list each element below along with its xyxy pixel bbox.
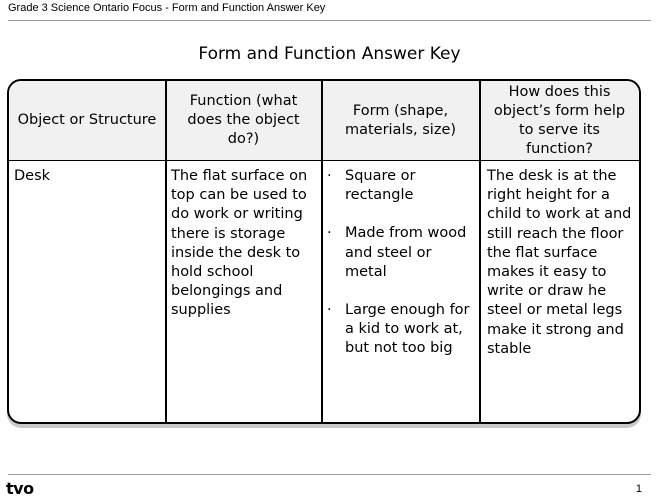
form-bullet-item: · Square or rectangle	[327, 168, 416, 204]
bullet-icon: ·	[327, 302, 332, 319]
column-header-form: Form (shape, materials, size)	[344, 102, 457, 138]
column-header-explanation: How does this object’s form help to serve its function?	[493, 83, 626, 157]
page-number: 1	[635, 483, 642, 495]
answer-key-table	[7, 79, 641, 424]
cell-explanation: The desk is at the right height for a child to work at and still reach the floor the flat surface makes it easy to write or draw he steel or metal legs make it strong and stable	[487, 168, 632, 357]
cell-object: Desk	[14, 168, 51, 184]
column-header-object: Object or Structure	[17, 112, 157, 128]
form-bullet-item: · Large enough for a kid to work at, but not too big	[327, 302, 470, 357]
cell-function: The flat surface on top can be used to do work or writing there is storage inside the desk to hold school belongings and supplies	[171, 168, 308, 319]
header-divider	[8, 20, 651, 21]
bullet-icon: ·	[327, 168, 332, 184]
form-bullet-item: · Made from wood and steel or metal	[327, 225, 467, 280]
column-header-function: Function (what does the object do?)	[187, 93, 300, 147]
tvo-logo: tvo	[6, 479, 34, 498]
cell-form	[327, 167, 477, 378]
bullet-icon: ·	[327, 225, 332, 242]
document-header: Grade 3 Science Ontario Focus - Form and Function Answer Key	[8, 2, 326, 14]
page-title: Form and Function Answer Key	[198, 44, 461, 64]
footer-divider	[8, 474, 651, 475]
